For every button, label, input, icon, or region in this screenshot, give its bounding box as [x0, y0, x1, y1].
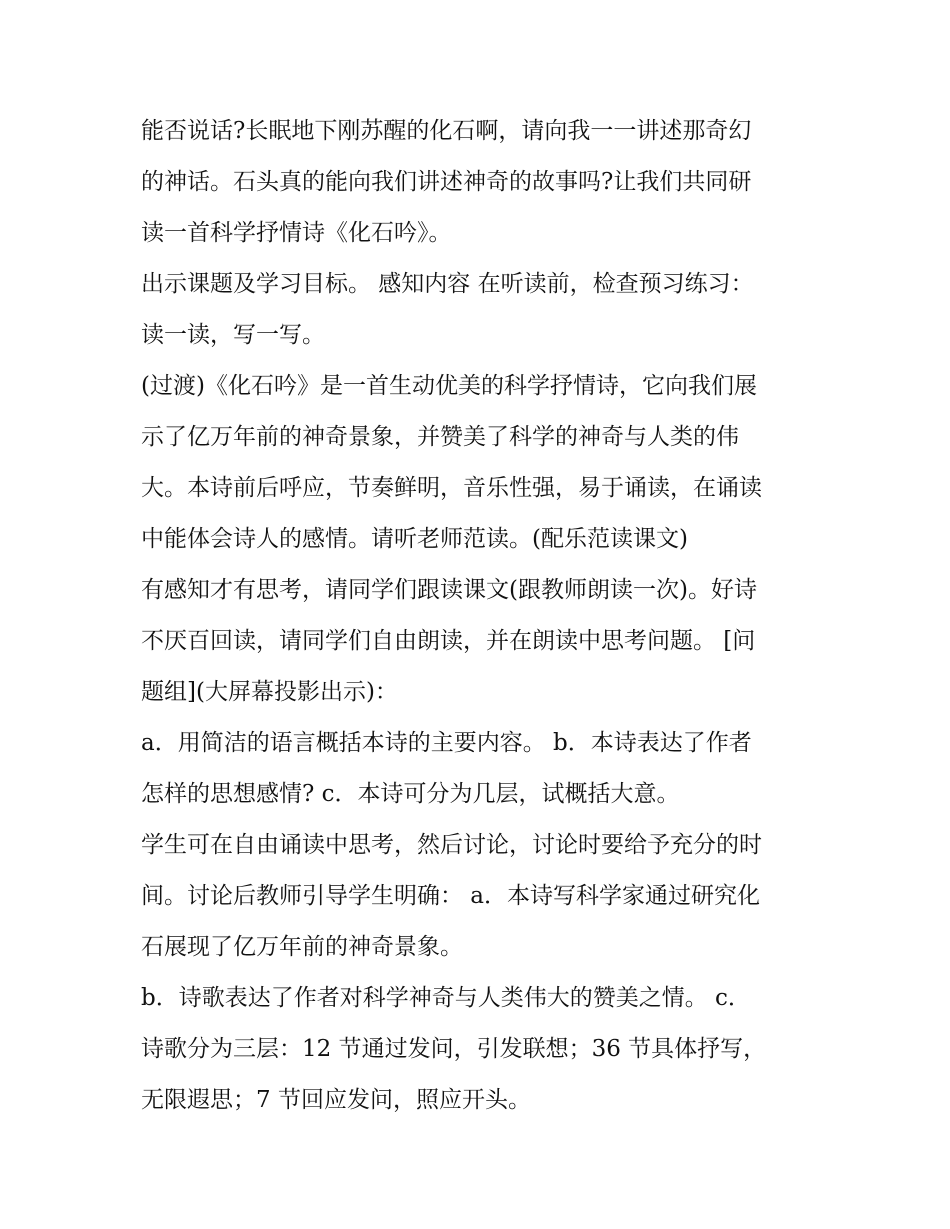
- text-line: 有感知才有思考，请同学们跟读课文(跟教师朗读一次)。好诗: [141, 577, 757, 603]
- text-line: 中能体会诗人的感情。请听老师范读。(配乐范读课文): [141, 526, 688, 552]
- text-line: b．诗歌表达了作者对科学神奇与人类伟大的赞美之情。 c．: [141, 985, 751, 1011]
- text-line: 读一首科学抒情诗《化石吟》。: [141, 220, 452, 246]
- document-body: [141, 106, 821, 1126]
- text-line: 无限遐思；7 节回应发问，照应开头。: [141, 1087, 531, 1113]
- text-line: 读一读，写一写。: [141, 322, 325, 348]
- text-line: 题组](大屏幕投影出示)：: [141, 679, 398, 705]
- text-line: 出示课题及学习目标。 感知内容 在听读前，检查预习练习：: [141, 271, 754, 297]
- text-line: 大。本诗前后呼应，节奏鲜明，音乐性强，易于诵读，在诵读: [141, 475, 762, 501]
- text-line: 示了亿万年前的神奇景象，并赞美了科学的神奇与人类的伟: [141, 424, 739, 450]
- text-line: a．用简洁的语言概括本诗的主要内容。 b．本诗表达了作者: [141, 730, 752, 756]
- text-line: 学生可在自由诵读中思考，然后讨论，讨论时要给予充分的时: [141, 832, 762, 858]
- text-line: 石展现了亿万年前的神奇景象。: [141, 934, 463, 960]
- text-line: 诗歌分为三层：12 节通过发问，引发联想；36 节具体抒写，: [141, 1036, 767, 1062]
- text-line: 不厌百回读，请同学们自由朗读，并在朗读中思考问题。 [问: [141, 628, 756, 654]
- text-line: (过渡)《化石吟》是一首生动优美的科学抒情诗，它向我们展: [141, 373, 757, 399]
- text-line: 能否说话?长眠地下刚苏醒的化石啊，请向我一一讲述那奇幻: [141, 118, 752, 144]
- text-line: 怎样的思想感情? c．本诗可分为几层，试概括大意。: [141, 781, 680, 807]
- text-line: 间。讨论后教师引导学生明确： a．本诗写科学家通过研究化: [141, 883, 761, 909]
- text-line: 的神话。石头真的能向我们讲述神奇的故事吗?让我们共同研: [141, 169, 752, 195]
